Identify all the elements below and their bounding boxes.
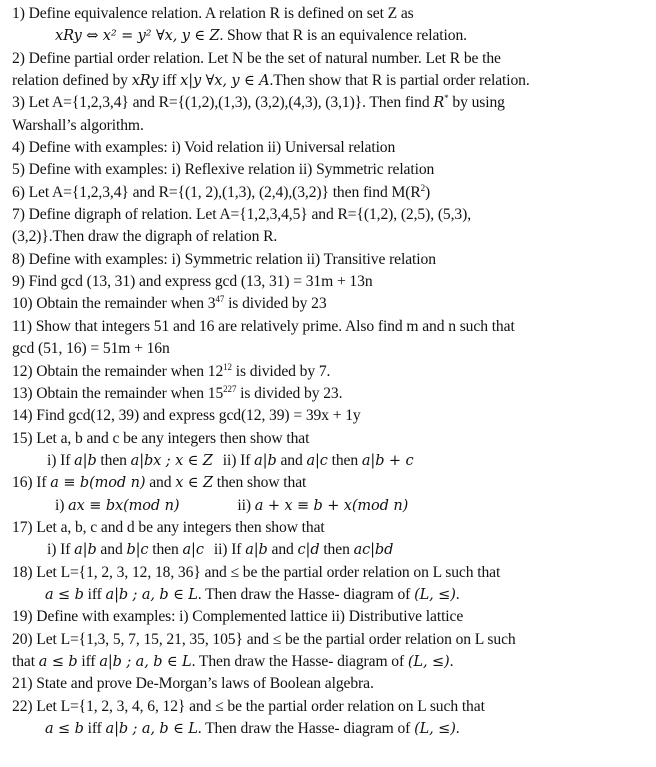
math-expression: c|d [297, 542, 320, 559]
math-expression: (L, ≤) [414, 721, 456, 737]
math-expression: a|b [74, 542, 97, 559]
question-text: . Then draw the Hasse- diagram of [197, 585, 415, 603]
question-text: 17) Let a, b, c and d be any integers then show that [12, 518, 325, 536]
question-7-continuation [12, 226, 652, 248]
question-text: 13) Obtain the remainder when 15 [12, 384, 224, 402]
question-11 [12, 316, 652, 338]
question-text: i) If [47, 451, 75, 469]
question-text: ii) If [213, 541, 246, 559]
superscript: * [444, 93, 449, 104]
question-2 [12, 48, 652, 70]
math-expression: ax ≡ bx(mod n) [68, 497, 180, 514]
question-9 [12, 271, 652, 293]
question-text: then [96, 451, 131, 469]
math-expression: a|b [245, 542, 268, 559]
question-text: iff [158, 72, 181, 90]
math-expression: a|c [306, 452, 328, 469]
question-text: 2) Define partial order relation. Let N be the set of natural number. Let R be the [12, 49, 501, 67]
question-text: that [12, 652, 39, 670]
math-expression: a ≤ b [45, 586, 84, 603]
question-text: 4) Define with examples: i) Void relation ii) Universal relation [12, 139, 396, 157]
question-text: gcd (51, 16) = 51m + 16n [12, 340, 170, 358]
question-text: 16) If [12, 474, 51, 492]
question-21 [12, 673, 652, 695]
question-text: 15) Let a, b and c be any integers then show that [12, 429, 310, 447]
question-text: ii) [237, 496, 255, 514]
question-text: and [96, 541, 127, 559]
question-17 [12, 517, 652, 539]
question-text: 1) Define equivalence relation. A relation R is defined on set Z as [12, 5, 414, 22]
question-text: then [148, 541, 183, 559]
question-text: iff [83, 720, 106, 737]
question-22-continuation [12, 718, 652, 740]
question-text: 3) Let A={1,2,3,4} and R={(1,2),(1,3), (3,2),(4,3), (3,1)}. Then find [12, 94, 434, 112]
question-text: . [455, 720, 460, 737]
math-expression: a|b ; a, b ∈ L [99, 653, 192, 670]
question-text: . [449, 652, 454, 670]
question-2-continuation [12, 70, 652, 92]
math-expression: a|b [74, 452, 97, 469]
superscript: 2 [420, 182, 426, 193]
math-expression: xRy [131, 73, 159, 90]
math-expression: x ∈ Z [175, 475, 213, 492]
question-text: Warshall’s algorithm. [12, 116, 144, 134]
question-6 [12, 182, 652, 204]
math-expression: ac|bd [353, 542, 394, 559]
question-text: . Then draw the Hasse- diagram of [197, 720, 415, 737]
question-text: 8) Define with examples: i) Symmetric relation ii) Transitive relation [12, 250, 436, 268]
math-expression: a|b ; a, b ∈ L [105, 586, 198, 603]
question-text: i) If [47, 541, 75, 559]
question-16-parts [12, 495, 652, 517]
question-4 [12, 137, 652, 159]
question-1-continuation [12, 25, 652, 47]
question-text: 18) Let L={1, 2, 3, 12, 18, 36} and ≤ be the partial order relation on L such that [12, 563, 501, 581]
question-11-continuation [12, 338, 652, 360]
question-text: 6) Let A={1,2,3,4} and R={(1, 2),(1,3), (2,4),(3,2)} then find M(R [12, 183, 421, 201]
math-expression: xRy ⇔ x² = y² ∀x, y ∈ Z [55, 28, 220, 45]
question-text: and [145, 474, 176, 492]
question-text: 20) Let L={1,3, 5, 7, 15, 21, 35, 105} and ≤ be the partial order relation on L such [12, 630, 516, 648]
question-15 [12, 428, 652, 450]
question-10 [12, 293, 652, 315]
question-text: 7) Define digraph of relation. Let A={1,2,3,4,5} and R={(1,2), (2,5), (5,3), [12, 206, 471, 224]
question-list [12, 3, 652, 740]
math-expression: a + x ≡ b + x(mod n) [254, 497, 409, 514]
question-text: 12) Obtain the remainder when 12 [12, 362, 224, 380]
question-text: (3,2)}.Then draw the digraph of relation R. [12, 228, 278, 246]
question-text: is divided by 23 [224, 295, 327, 313]
math-expression: a|b [254, 452, 277, 469]
math-expression: a ≡ b(mod n) [50, 475, 146, 492]
question-text: . [455, 585, 460, 603]
math-expression: a ≤ b [38, 653, 78, 670]
math-expression: a|b ; a, b ∈ L [105, 721, 198, 737]
question-text: 10) Obtain the remainder when 3 [12, 295, 216, 313]
question-text: by using [448, 94, 505, 112]
question-text: ) [425, 183, 431, 201]
question-20-continuation [12, 651, 652, 673]
question-text: is divided by 7. [231, 362, 331, 380]
question-7 [12, 204, 652, 226]
question-text: 5) Define with examples: i) Reflexive relation ii) Symmetric relation [12, 161, 435, 179]
question-text: . Then draw the Hasse- diagram of [191, 652, 408, 670]
question-15-parts [12, 450, 652, 472]
math-expression: a|c [182, 542, 204, 559]
question-3-continuation [12, 115, 652, 137]
question-16 [12, 472, 652, 494]
superscript: 12 [223, 361, 232, 372]
question-5 [12, 159, 652, 181]
question-19 [12, 606, 652, 628]
question-text: 9) Find gcd (13, 31) and express gcd (13, 31) = 31m + 13n [12, 273, 373, 291]
question-text: ii) If [222, 451, 255, 469]
question-17-parts [12, 539, 652, 561]
question-text: then [319, 541, 354, 559]
math-expression: a|bx ; x ∈ Z [130, 452, 213, 469]
question-18-continuation [12, 584, 652, 606]
question-text: then show that [212, 474, 307, 492]
question-1 [12, 3, 652, 25]
question-3 [12, 92, 652, 114]
question-text: 22) Let L={1, 2, 3, 4, 6, 12} and ≤ be the partial order relation on L such that [12, 697, 485, 715]
question-text: is divided by 23. [236, 384, 343, 402]
question-12 [12, 361, 652, 383]
question-text: 21) State and prove De-Morgan’s laws of Boolean algebra. [12, 675, 374, 693]
math-expression: (L, ≤) [414, 586, 456, 603]
question-14 [12, 405, 652, 427]
question-text: and [276, 451, 307, 469]
question-text: iff [83, 585, 106, 603]
question-text: 11) Show that integers 51 and 16 are relatively prime. Also find m and n such that [12, 317, 515, 335]
question-8 [12, 249, 652, 271]
question-text: 19) Define with examples: i) Complemented lattice ii) Distributive lattice [12, 608, 464, 626]
question-text: relation defined by [12, 72, 132, 90]
math-expression: a ≤ b [45, 721, 84, 737]
superscript: 47 [215, 294, 225, 305]
math-expression: R [433, 95, 445, 112]
math-expression: x|y ∀x, y ∈ A [180, 73, 270, 90]
question-text: iff [77, 652, 100, 670]
question-text: and [267, 541, 298, 559]
question-20 [12, 629, 652, 651]
question-22 [12, 696, 652, 718]
question-text: then [327, 451, 362, 469]
question-text: i) [55, 496, 69, 514]
math-expression: b|c [126, 542, 149, 559]
question-13 [12, 383, 652, 405]
math-expression: (L, ≤) [407, 653, 450, 670]
question-text: 14) Find gcd(12, 39) and express gcd(12, 39) = 39x + 1y [12, 407, 361, 425]
question-18 [12, 562, 652, 584]
question-text: . Show that R is an equivalence relation. [219, 27, 467, 45]
question-text: .Then show that R is partial order relation. [269, 72, 530, 90]
superscript: 227 [223, 383, 237, 394]
math-expression: a|b + c [361, 452, 414, 469]
